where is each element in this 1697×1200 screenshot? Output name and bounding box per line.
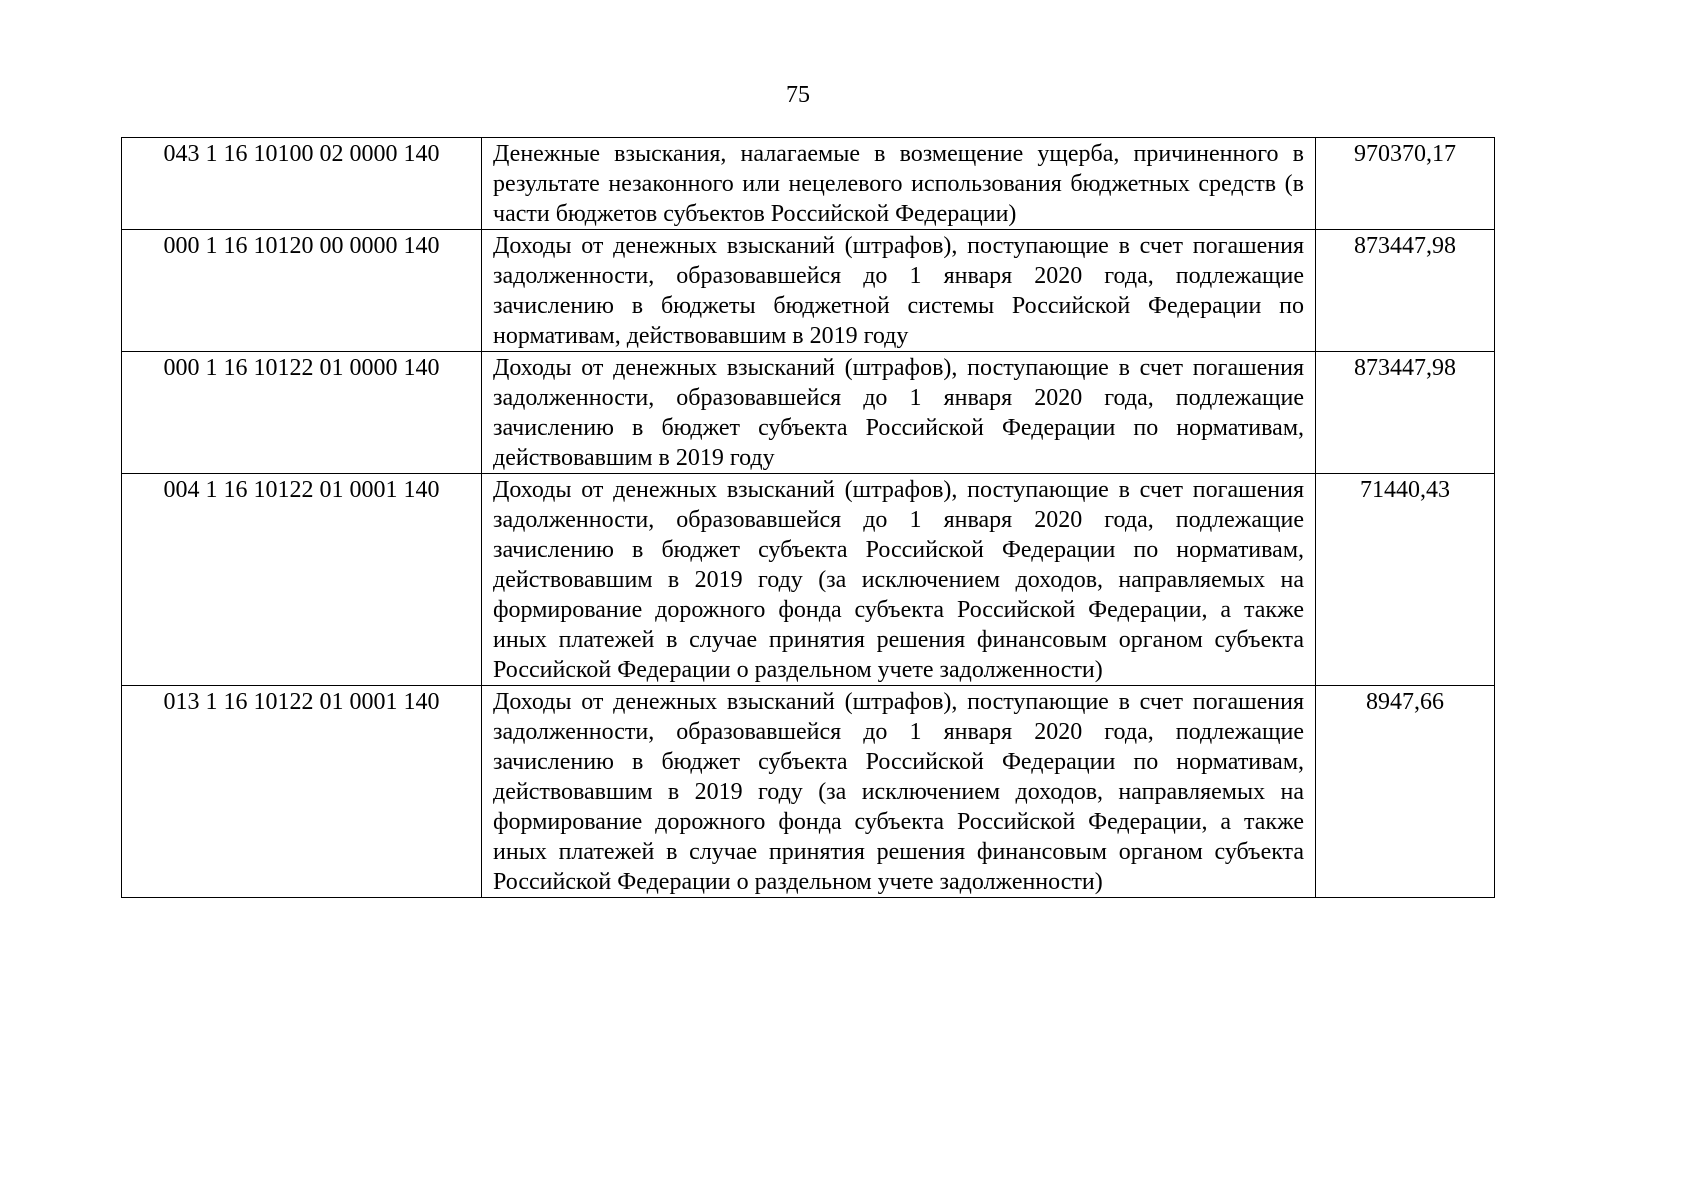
table-row (122, 138, 1495, 230)
budget-classification-code: 000 1 16 10120 00 0000 140 (122, 230, 482, 352)
page-number: 75 (786, 82, 810, 108)
budget-classification-code: 000 1 16 10122 01 0000 140 (122, 352, 482, 474)
budget-classification-code: 004 1 16 10122 01 0001 140 (122, 474, 482, 686)
revenue-amount: 873447,98 (1316, 352, 1495, 474)
revenue-amount: 970370,17 (1316, 138, 1495, 230)
table-row (122, 352, 1495, 474)
revenue-amount: 873447,98 (1316, 230, 1495, 352)
table-row (122, 686, 1495, 898)
revenue-description: Доходы от денежных взысканий (штрафов), поступающие в счет погашения задолженности, образовавшейся до 1 января 2020 года, подлежащие зачислению в бюджет субъекта Российской Федерации по нормативам, действовавшим в 2019 году (за исключением доходов, направляемых на формирование дорожного фонда субъекта Российской Федерации, а также иных платежей в случае принятия решения финансовым органом субъекта Российской Федерации о раздельном учете задолженности) (482, 686, 1316, 898)
revenue-description: Доходы от денежных взысканий (штрафов), поступающие в счет погашения задолженности, образовавшейся до 1 января 2020 года, подлежащие зачислению в бюджеты бюджетной системы Российской Федерации по нормативам, действовавшим в 2019 году (482, 230, 1316, 352)
budget-classification-code: 043 1 16 10100 02 0000 140 (122, 138, 482, 230)
revenue-amount: 71440,43 (1316, 474, 1495, 686)
revenue-description: Денежные взыскания, налагаемые в возмещение ущерба, причиненного в результате незаконного или нецелевого использования бюджетных средств (в части бюджетов субъектов Российской Федерации) (482, 138, 1316, 230)
revenue-amount: 8947,66 (1316, 686, 1495, 898)
budget-classification-code: 013 1 16 10122 01 0001 140 (122, 686, 482, 898)
budget-revenue-table (121, 137, 1495, 898)
revenue-description: Доходы от денежных взысканий (штрафов), поступающие в счет погашения задолженности, образовавшейся до 1 января 2020 года, подлежащие зачислению в бюджет субъекта Российской Федерации по нормативам, действовавшим в 2019 году (482, 352, 1316, 474)
revenue-description: Доходы от денежных взысканий (штрафов), поступающие в счет погашения задолженности, образовавшейся до 1 января 2020 года, подлежащие зачислению в бюджет субъекта Российской Федерации по нормативам, действовавшим в 2019 году (за исключением доходов, направляемых на формирование дорожного фонда субъекта Российской Федерации, а также иных платежей в случае принятия решения финансовым органом субъекта Российской Федерации о раздельном учете задолженности) (482, 474, 1316, 686)
table-row (122, 474, 1495, 686)
table-row (122, 230, 1495, 352)
